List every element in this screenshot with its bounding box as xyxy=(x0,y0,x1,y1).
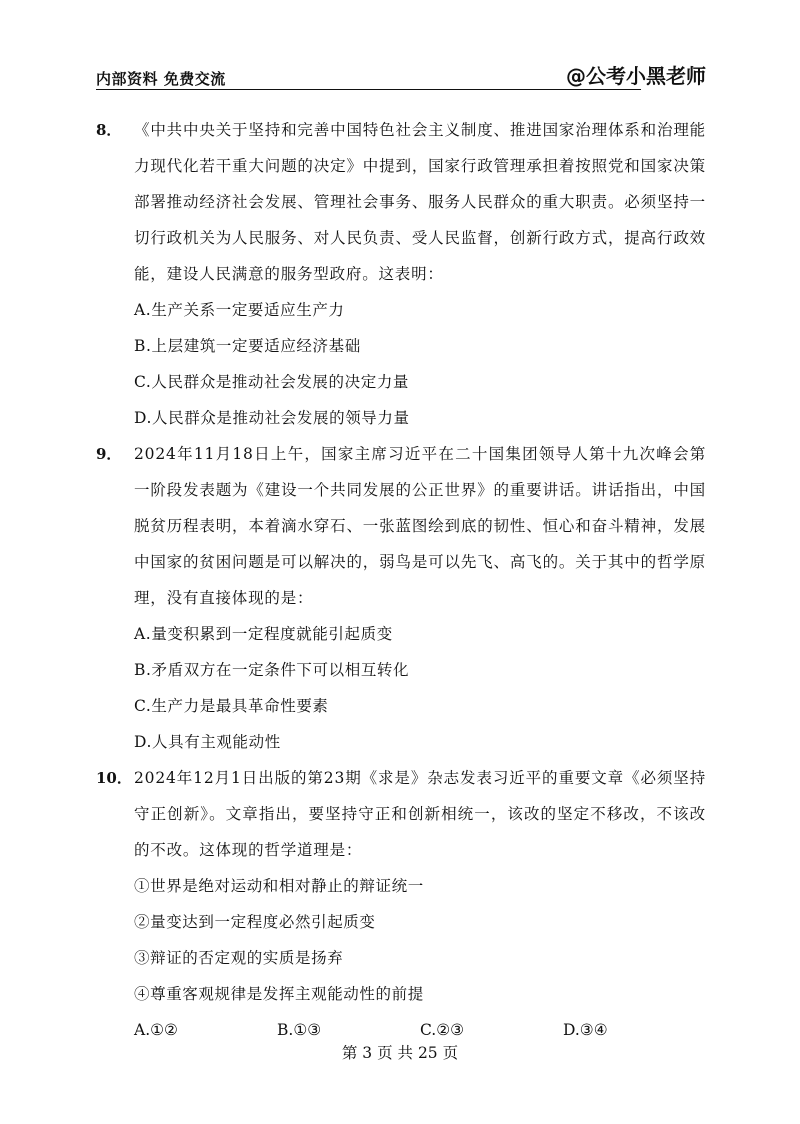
question-10 xyxy=(96,760,706,1048)
option-b: B.矛盾双方在一定条件下可以相互转化 xyxy=(134,661,410,679)
question-stem: 《中共中央关于坚持和完善中国特色社会主义制度、推进国家治理体系和治理能力现代化若干重大问题的决定》中提到，国家行政管理承担着按照党和国家决策部署推动经济社会发展、管理社会事务、服务人民群众的重大职责。必须坚持一切行政机关为人民服务、对人民负责、受人民监督，创新行政方式，提高行政效能，建设人民满意的服务型政府。这表明： xyxy=(134,121,706,283)
option-d: D.③④ xyxy=(563,1021,608,1039)
option-c: C.人民群众是推动社会发展的决定力量 xyxy=(134,373,410,391)
question-number: 10． xyxy=(96,769,132,787)
header-right-label: @公考小黑老师 xyxy=(566,64,706,88)
option-c: C.②③ xyxy=(420,1021,465,1039)
option-b: B.上层建筑一定要适应经济基础 xyxy=(134,337,361,355)
header-left-label: 内部资料 免费交流 xyxy=(96,70,226,88)
question-number: 8． xyxy=(96,121,122,139)
question-number: 9． xyxy=(96,445,122,463)
option-c: C.生产力是最具革命性要素 xyxy=(134,697,329,715)
option-a: A.①② xyxy=(134,1021,178,1039)
question-9 xyxy=(96,436,706,760)
statement-3: ③辩证的否定观的实质是扬弃 xyxy=(134,949,344,967)
statement-1: ①世界是绝对运动和相对静止的辩证统一 xyxy=(134,877,424,895)
option-a: A.生产关系一定要适应生产力 xyxy=(134,301,345,319)
question-stem: 2024年12月1日出版的第23期《求是》杂志发表习近平的重要文章《必须坚持守正创新》。文章指出，要坚持守正和创新相统一，该改的坚定不移改，不该改的不改。这体现的哲学道理是： xyxy=(134,769,706,859)
option-a: A.量变积累到一定程度就能引起质变 xyxy=(134,625,393,643)
option-d: D.人具有主观能动性 xyxy=(134,733,281,751)
question-list xyxy=(96,112,706,1048)
option-b: B.①③ xyxy=(277,1021,322,1039)
header-rule xyxy=(96,89,641,90)
statement-4: ④尊重客观规律是发挥主观能动性的前提 xyxy=(134,985,424,1003)
page-footer: 第 3 页 共 25 页 xyxy=(341,1044,459,1062)
question-stem: 2024年11月18日上午，国家主席习近平在二十国集团领导人第十九次峰会第一阶段发表题为《建设一个共同发展的公正世界》的重要讲话。讲话指出，中国脱贫历程表明，本着滴水穿石、一张蓝图绘到底的韧性、恒心和奋斗精神，发展中国家的贫困问题是可以解决的，弱鸟是可以先飞、高飞的。关于其中的哲学原理，没有直接体现的是： xyxy=(134,445,706,607)
statement-2: ②量变达到一定程度必然引起质变 xyxy=(134,913,376,931)
question-8 xyxy=(96,112,706,436)
option-d: D.人民群众是推动社会发展的领导力量 xyxy=(134,409,410,427)
page-header xyxy=(96,60,706,90)
